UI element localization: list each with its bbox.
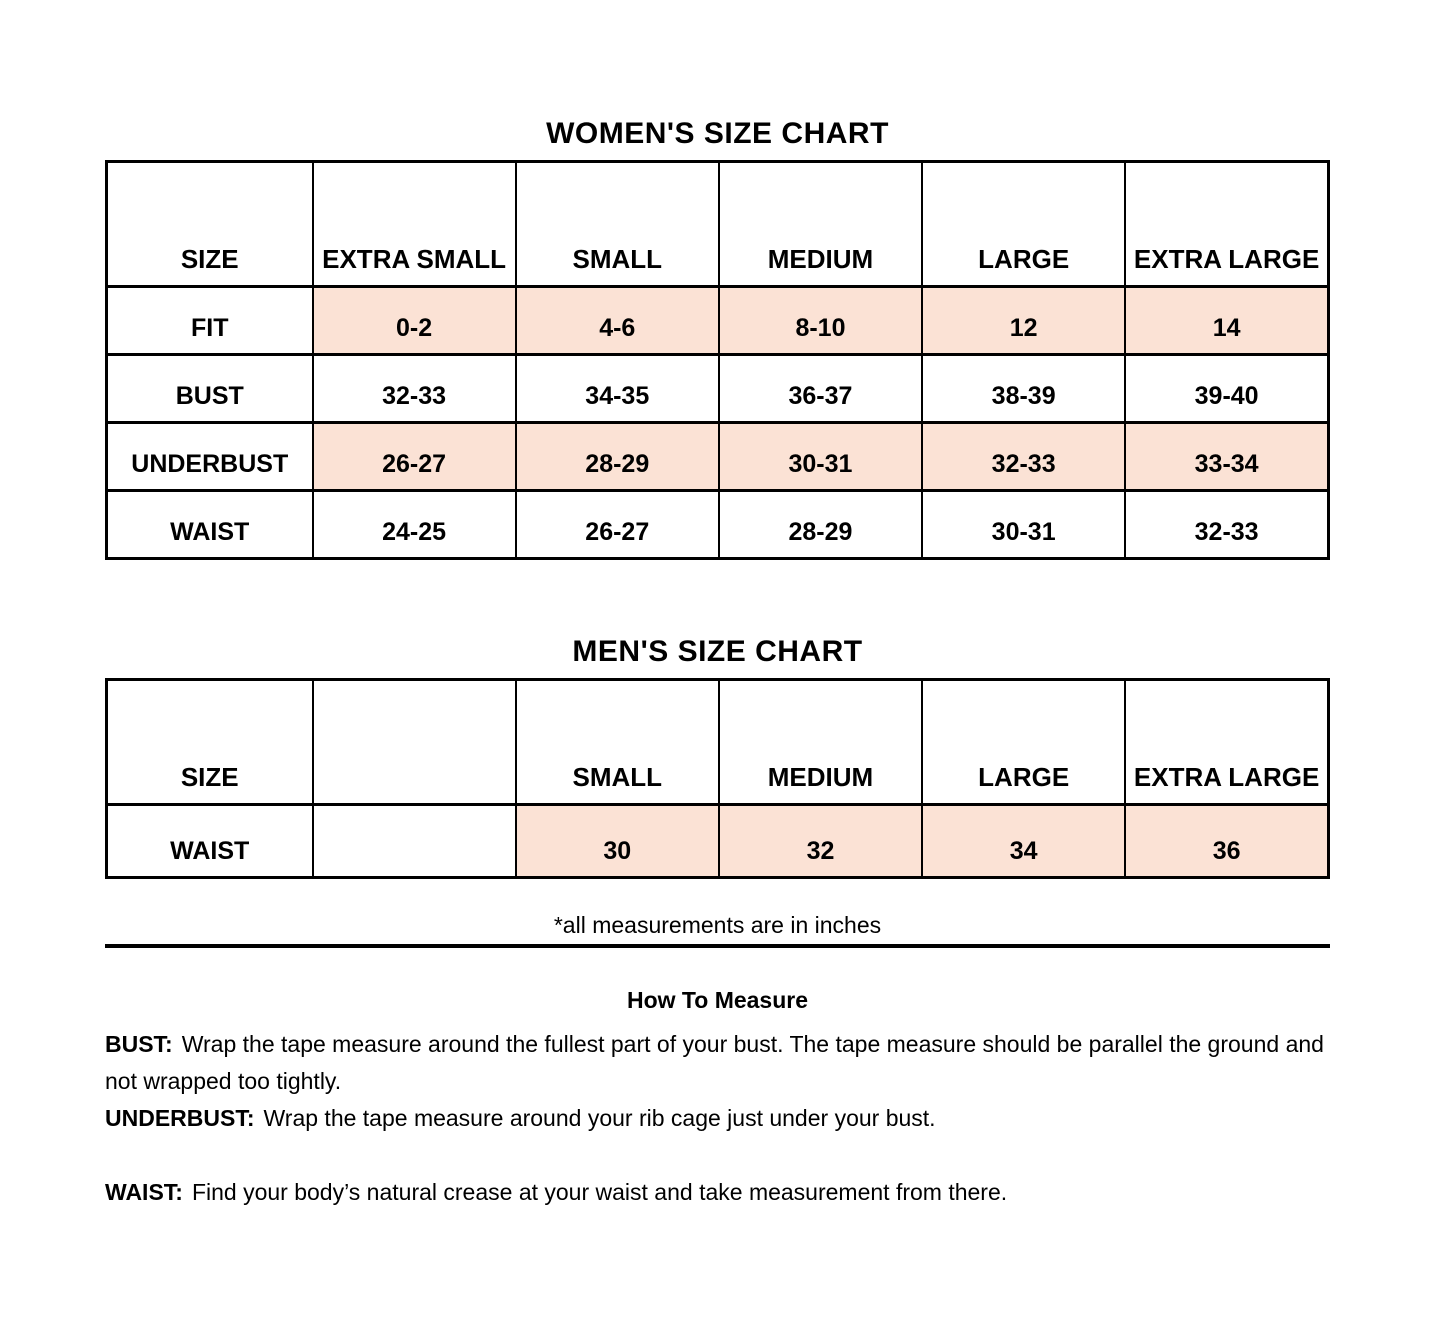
value-cell: 8-10 <box>719 287 922 355</box>
measurements-footnote: *all measurements are in inches <box>553 912 882 938</box>
header-cell-large: LARGE <box>922 680 1125 805</box>
womens-row-underbust <box>107 423 1329 491</box>
value-cell-empty <box>313 805 516 878</box>
womens-header-row <box>107 162 1329 287</box>
womens-row-bust <box>107 355 1329 423</box>
value-cell: 28-29 <box>516 423 719 491</box>
womens-chart-title: WOMEN'S SIZE CHART <box>546 117 889 150</box>
value-cell: 26-27 <box>313 423 516 491</box>
value-cell: 12 <box>922 287 1125 355</box>
measure-item-underbust <box>105 1100 1330 1137</box>
measure-item-bust <box>105 1026 1330 1100</box>
value-cell: 26-27 <box>516 491 719 559</box>
value-cell: 30-31 <box>922 491 1125 559</box>
measure-description: Wrap the tape measure around the fullest part of your bust. The tape measure should be parallel the ground and not wrapped too tightly. <box>105 1031 1324 1094</box>
header-cell-extra-large: EXTRA LARGE <box>1125 680 1328 805</box>
mens-row-waist <box>107 805 1329 878</box>
value-cell: 32-33 <box>313 355 516 423</box>
mens-size-table <box>105 678 1330 879</box>
header-cell-size: SIZE <box>107 162 313 287</box>
womens-size-table <box>105 160 1330 560</box>
value-cell: 32-33 <box>1125 491 1328 559</box>
value-cell: 28-29 <box>719 491 922 559</box>
size-chart-document <box>105 0 1330 1211</box>
mens-header-row <box>107 680 1329 805</box>
value-cell: 30 <box>516 805 719 878</box>
value-cell: 36-37 <box>719 355 922 423</box>
header-cell-size: SIZE <box>107 680 313 805</box>
value-cell: 39-40 <box>1125 355 1328 423</box>
value-cell: 32-33 <box>922 423 1125 491</box>
header-cell-extra-small: EXTRA SMALL <box>313 162 516 287</box>
measure-description: Find your body’s natural crease at your waist and take measurement from there. <box>191 1179 1008 1205</box>
how-to-measure-section <box>105 1026 1330 1211</box>
row-label-cell: WAIST <box>107 491 313 559</box>
header-cell-extra-large: EXTRA LARGE <box>1125 162 1328 287</box>
header-cell-medium: MEDIUM <box>719 680 922 805</box>
value-cell: 32 <box>719 805 922 878</box>
womens-row-fit <box>107 287 1329 355</box>
row-label-cell: FIT <box>107 287 313 355</box>
measure-term: UNDERBUST: <box>105 1105 255 1131</box>
value-cell: 30-31 <box>719 423 922 491</box>
value-cell: 34 <box>922 805 1125 878</box>
value-cell: 24-25 <box>313 491 516 559</box>
header-cell-empty <box>313 680 516 805</box>
header-cell-large: LARGE <box>922 162 1125 287</box>
womens-row-waist <box>107 491 1329 559</box>
row-label-cell: BUST <box>107 355 313 423</box>
measure-term: BUST: <box>105 1031 173 1057</box>
value-cell: 14 <box>1125 287 1328 355</box>
header-cell-medium: MEDIUM <box>719 162 922 287</box>
measure-term: WAIST: <box>105 1179 183 1205</box>
measure-item-waist <box>105 1174 1330 1211</box>
value-cell: 38-39 <box>922 355 1125 423</box>
row-label-cell: WAIST <box>107 805 313 878</box>
value-cell: 0-2 <box>313 287 516 355</box>
value-cell: 34-35 <box>516 355 719 423</box>
value-cell: 4-6 <box>516 287 719 355</box>
how-to-measure-title: How To Measure <box>626 987 809 1013</box>
header-cell-small: SMALL <box>516 680 719 805</box>
mens-chart-title: MEN'S SIZE CHART <box>572 635 863 668</box>
value-cell: 36 <box>1125 805 1328 878</box>
value-cell: 33-34 <box>1125 423 1328 491</box>
row-label-cell: UNDERBUST <box>107 423 313 491</box>
measure-description: Wrap the tape measure around your rib cage just under your bust. <box>263 1105 936 1131</box>
header-cell-small: SMALL <box>516 162 719 287</box>
divider-line <box>105 944 1330 948</box>
